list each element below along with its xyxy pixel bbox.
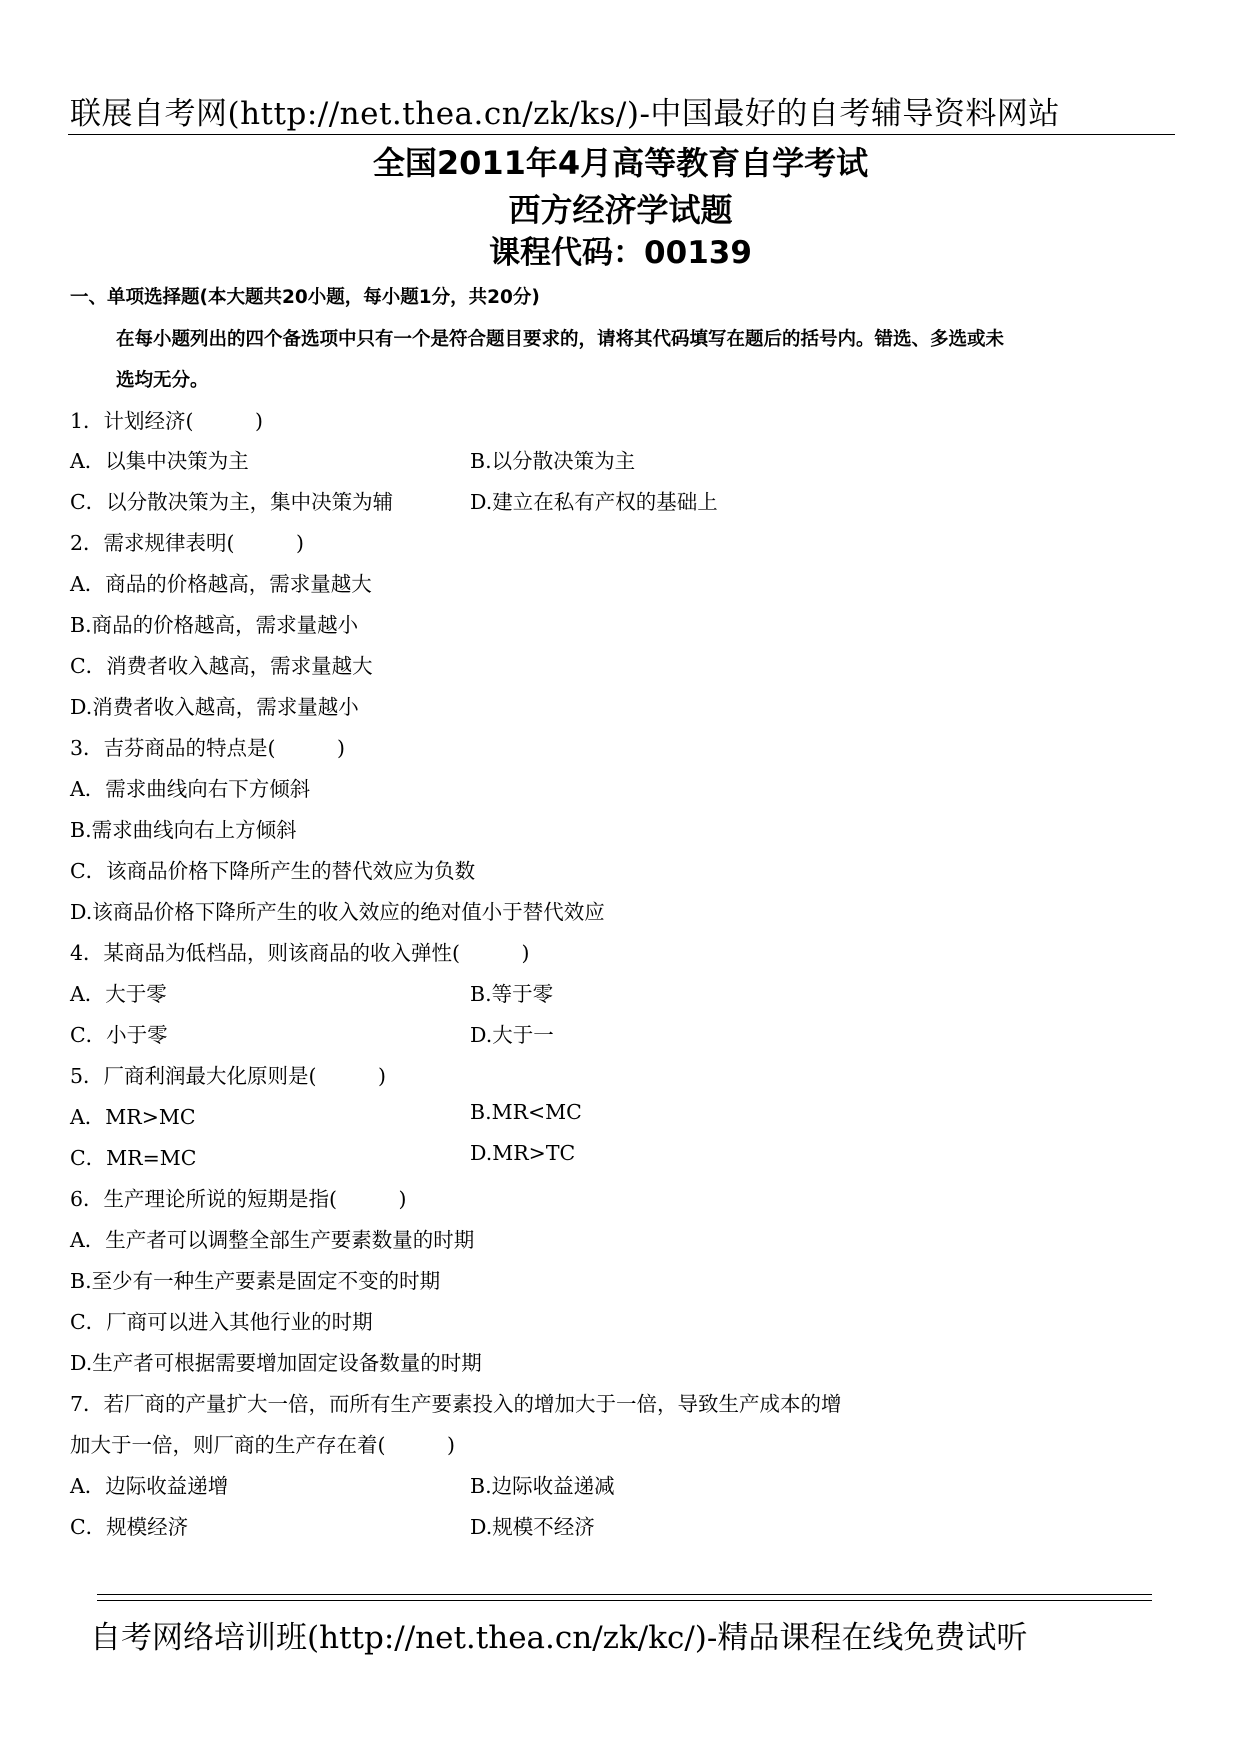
question-6-option-c: C．厂商可以进入其他行业的时期: [70, 1310, 373, 1334]
course-code: 课程代码：00139: [489, 235, 752, 271]
question-6-option-b: B.至少有一种生产要素是固定不变的时期: [70, 1269, 441, 1293]
question-7-option-d: D.规模不经济: [470, 1515, 595, 1539]
question-4-option-d: D.大于一: [470, 1023, 554, 1047]
question-5-option-c: C．MR=MC: [70, 1146, 197, 1170]
question-3-option-a: A．需求曲线向右下方倾斜: [70, 777, 311, 801]
question-4-option-c: C．小于零: [70, 1023, 168, 1047]
question-2-option-c: C．消费者收入越高，需求量越大: [70, 654, 373, 678]
question-3-stem: 3．吉芬商品的特点是( ): [70, 736, 346, 760]
question-5-option-b: B.MR<MC: [470, 1100, 582, 1124]
question-5-option-d: D.MR>TC: [470, 1141, 576, 1165]
question-7-stem-line2: 加大于一倍，则厂商的生产存在着( ): [70, 1433, 455, 1457]
question-7-stem-line1: 7．若厂商的产量扩大一倍，而所有生产要素投入的增加大于一倍，导致生产成本的增: [70, 1392, 842, 1416]
question-3-option-c: C．该商品价格下降所产生的替代效应为负数: [70, 859, 476, 883]
question-4-option-a: A．大于零: [70, 982, 167, 1006]
question-2-option-b: B.商品的价格越高，需求量越小: [70, 613, 359, 637]
header-divider: [68, 134, 1175, 135]
question-1-option-c: C．以分散决策为主，集中决策为辅: [70, 490, 394, 514]
question-1-option-d: D.建立在私有产权的基础上: [470, 490, 718, 514]
question-3-option-d: D.该商品价格下降所产生的收入效应的绝对值小于替代效应: [70, 900, 605, 924]
question-6-option-d: D.生产者可根据需要增加固定设备数量的时期: [70, 1351, 482, 1375]
site-footer-text: 自考网络培训班(http://net.thea.cn/zk/kc/)-精品课程在线免费试听: [90, 1620, 1028, 1656]
question-1-option-a: A．以集中决策为主: [70, 449, 249, 473]
question-2-option-a: A．商品的价格越高，需求量越大: [70, 572, 372, 596]
question-7-option-b: B.边际收益递减: [470, 1474, 615, 1498]
question-4-option-b: B.等于零: [470, 982, 554, 1006]
question-3-option-b: B.需求曲线向右上方倾斜: [70, 818, 297, 842]
question-4-stem: 4．某商品为低档品，则该商品的收入弹性( ): [70, 941, 530, 965]
question-1-option-b: B.以分散决策为主: [470, 449, 636, 473]
question-7-option-c: C．规模经济: [70, 1515, 189, 1539]
question-6-stem: 6．生产理论所说的短期是指( ): [70, 1187, 407, 1211]
section-heading: 一、单项选择题(本大题共20小题，每小题1分，共20分): [70, 287, 540, 308]
question-1-stem: 1．计划经济( ): [70, 409, 264, 433]
question-5-stem: 5．厂商利润最大化原则是( ): [70, 1064, 387, 1088]
section-instruction-line1: 在每小题列出的四个备选项中只有一个是符合题目要求的，请将其代码填写在题后的括号内。错选、多选或未: [116, 329, 1005, 350]
question-2-stem: 2．需求规律表明( ): [70, 531, 305, 555]
section-instruction-line2: 选均无分。: [116, 370, 209, 391]
question-5-option-a: A．MR>MC: [70, 1105, 196, 1129]
question-2-option-d: D.消费者收入越高，需求量越小: [70, 695, 359, 719]
exam-title: 全国2011年4月高等教育自学考试: [372, 144, 869, 182]
question-7-option-a: A．边际收益递增: [70, 1474, 229, 1498]
subject-title: 西方经济学试题: [508, 191, 733, 229]
site-header-text: 联展自考网(http://net.thea.cn/zk/ks/)-中国最好的自考辅导资料网站: [70, 96, 1060, 132]
footer-double-divider: [97, 1594, 1152, 1601]
question-6-option-a: A．生产者可以调整全部生产要素数量的时期: [70, 1228, 475, 1252]
